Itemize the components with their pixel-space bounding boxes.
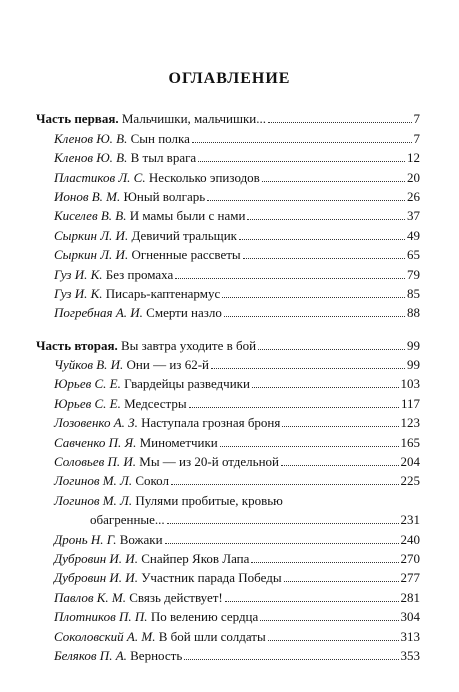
toc-entry-row[interactable]	[36, 263, 420, 282]
dot-leader	[262, 181, 405, 182]
dot-leader	[184, 659, 398, 660]
part-label: Часть вторая.	[36, 337, 118, 353]
toc-entry-row[interactable]	[36, 224, 420, 243]
entry-title: Медсестры	[124, 395, 187, 411]
dot-leader	[247, 219, 405, 220]
entry-title: По велению сердца	[150, 609, 259, 625]
page-number: 123	[400, 415, 420, 431]
entry-title: Девичий тральщик	[131, 227, 237, 243]
dot-leader	[281, 465, 399, 466]
entry-author: Савченко П. Я.	[54, 434, 137, 450]
dot-leader	[258, 349, 405, 350]
dot-leader	[268, 122, 412, 123]
entry-title: Без промаха	[105, 266, 174, 282]
part-title: Вы завтра уходите в бой	[121, 337, 257, 353]
page-number: 204	[400, 454, 420, 470]
entry-title: Они — из 62-й	[126, 357, 209, 373]
page-number: 7	[413, 111, 420, 127]
toc-entry-row[interactable]	[36, 205, 420, 224]
dot-leader	[243, 258, 405, 259]
page-number: 313	[400, 628, 420, 644]
entry-title: Сын полка	[130, 130, 190, 146]
entry-author: Сыркин Л. И.	[54, 247, 129, 263]
toc-entry-continuation[interactable]	[36, 509, 420, 528]
page-number: 270	[400, 550, 420, 566]
toc-entry-row[interactable]	[36, 431, 420, 450]
entry-author: Дронь Н. Г.	[54, 531, 117, 547]
entry-title: Снайпер Яков Лапа	[141, 550, 250, 566]
entry-title: Сокол	[135, 473, 170, 489]
entry-author: Чуйков В. И.	[54, 357, 124, 373]
entry-title: Минометчики	[139, 434, 218, 450]
entry-title: Мы — из 20-й отдельной	[139, 454, 279, 470]
page-number: 88	[407, 305, 420, 321]
toc-entry-row[interactable]	[36, 645, 420, 664]
page-number: 240	[400, 531, 420, 547]
entry-author: Беляков П. А.	[54, 647, 127, 663]
dot-leader	[192, 142, 412, 143]
entry-author: Соколовский А. М.	[54, 628, 156, 644]
entry-author: Кленов Ю. В.	[54, 130, 128, 146]
dot-leader	[165, 543, 399, 544]
dot-leader	[171, 484, 398, 485]
dot-leader	[220, 446, 399, 447]
entry-author: Дубровин И. И.	[54, 550, 138, 566]
page-number: 231	[400, 512, 420, 528]
entry-author: Логинов М. Л.	[54, 492, 133, 508]
entry-title-continuation: обагренные...	[90, 512, 165, 528]
entry-author: Сыркин Л. И.	[54, 227, 129, 243]
toc-entry-row[interactable]	[36, 127, 420, 146]
page-number: 165	[400, 434, 420, 450]
entry-title: Верность	[130, 647, 183, 663]
page-number: 281	[400, 589, 420, 605]
page-number: 20	[407, 169, 420, 185]
dot-leader	[175, 278, 405, 279]
entry-author: Ионов В. М.	[54, 188, 121, 204]
entry-title: Гвардейцы разведчики	[124, 376, 250, 392]
entry-title: В тыл врага	[130, 150, 197, 166]
entry-author: Погребная А. И.	[54, 305, 143, 321]
entry-author: Соловьев П. И.	[54, 454, 137, 470]
part-label: Часть первая.	[36, 111, 119, 127]
entry-author: Киселев В. В.	[54, 208, 127, 224]
entry-title: Огненные рассветы	[131, 247, 241, 263]
dot-leader	[167, 523, 399, 524]
toc-entry-row[interactable]	[36, 283, 420, 302]
toc-entry-row[interactable]	[36, 606, 420, 625]
page-number: 7	[413, 130, 420, 146]
toc-entry-row[interactable]	[36, 625, 420, 644]
page-number: 103	[400, 376, 420, 392]
page-number: 65	[407, 247, 420, 263]
dot-leader	[189, 407, 399, 408]
entry-title: В бой шли солдаты	[158, 628, 266, 644]
entry-author: Пластиков Л. С.	[54, 169, 146, 185]
dot-leader	[211, 368, 405, 369]
toc-entry-row[interactable]	[36, 166, 420, 185]
part-title: Мальчишки, мальчишки...	[121, 111, 266, 127]
toc-entry-row[interactable]	[36, 548, 420, 567]
entry-title: Несколько эпизодов	[148, 169, 260, 185]
dot-leader	[207, 200, 405, 201]
entry-author: Юрьев С. Е.	[54, 376, 121, 392]
table-of-contents	[36, 108, 420, 664]
page-number: 99	[407, 337, 420, 353]
toc-entry-row[interactable]	[36, 186, 420, 205]
page-number: 304	[400, 609, 420, 625]
toc-part-row[interactable]	[36, 334, 420, 353]
entry-title: Смерти назло	[146, 305, 222, 321]
entry-author: Гуз И. К.	[54, 285, 103, 301]
toc-entry-row[interactable]	[36, 302, 420, 321]
dot-leader	[224, 316, 405, 317]
page-number: 99	[407, 357, 420, 373]
dot-leader	[284, 581, 399, 582]
toc-entry-row[interactable]	[36, 451, 420, 470]
dot-leader	[198, 161, 405, 162]
toc-part-row[interactable]	[36, 108, 420, 127]
toc-entry-row[interactable]	[36, 354, 420, 373]
dot-leader	[225, 601, 399, 602]
page-number: 85	[407, 285, 420, 301]
entry-title: И мамы были с нами	[129, 208, 246, 224]
toc-entry-row[interactable]	[36, 470, 420, 489]
entry-author: Плотников П. П.	[54, 609, 148, 625]
entry-author: Павлов К. М.	[54, 589, 126, 605]
dot-leader	[251, 562, 398, 563]
page-number: 225	[400, 473, 420, 489]
dot-leader	[222, 297, 405, 298]
dot-leader	[260, 620, 398, 621]
page-number: 277	[400, 570, 420, 586]
toc-entry-row[interactable]	[36, 392, 420, 411]
toc-entry-row[interactable]	[36, 528, 420, 547]
entry-title: Пулями пробитые, кровью	[135, 492, 283, 508]
page-number: 49	[407, 227, 420, 243]
page-number: 117	[400, 395, 420, 411]
toc-entry-row[interactable]	[36, 244, 420, 263]
entry-author: Дубровин И. И.	[54, 570, 138, 586]
toc-entry-row[interactable]	[36, 147, 420, 166]
entry-title: Юный волгарь	[123, 188, 206, 204]
toc-entry-row[interactable]	[36, 489, 420, 508]
dot-leader	[252, 387, 399, 388]
entry-title: Писарь-каптенармус	[105, 285, 221, 301]
page-number: 79	[407, 266, 420, 282]
toc-entry-row[interactable]	[36, 586, 420, 605]
dot-leader	[282, 426, 398, 427]
page-number: 37	[407, 208, 420, 224]
page-number: 353	[400, 647, 420, 663]
dot-leader	[239, 239, 405, 240]
page-number: 26	[407, 188, 420, 204]
toc-entry-row[interactable]	[36, 373, 420, 392]
entry-author: Логинов М. Л.	[54, 473, 133, 489]
toc-entry-row[interactable]	[36, 567, 420, 586]
entry-title: Наступала грозная броня	[141, 415, 281, 431]
entry-title: Вожаки	[119, 531, 163, 547]
page-number: 12	[407, 150, 420, 166]
entry-author: Юрьев С. Е.	[54, 395, 121, 411]
dot-leader	[268, 640, 399, 641]
entry-author: Кленов Ю. В.	[54, 150, 128, 166]
entry-author: Гуз И. К.	[54, 266, 103, 282]
entry-title: Связь действует!	[129, 589, 223, 605]
entry-title: Участник парада Победы	[141, 570, 282, 586]
toc-entry-row[interactable]	[36, 412, 420, 431]
entry-author: Лозовенко А. З.	[54, 415, 138, 431]
page-title: ОГЛАВЛЕНИЕ	[168, 70, 291, 87]
